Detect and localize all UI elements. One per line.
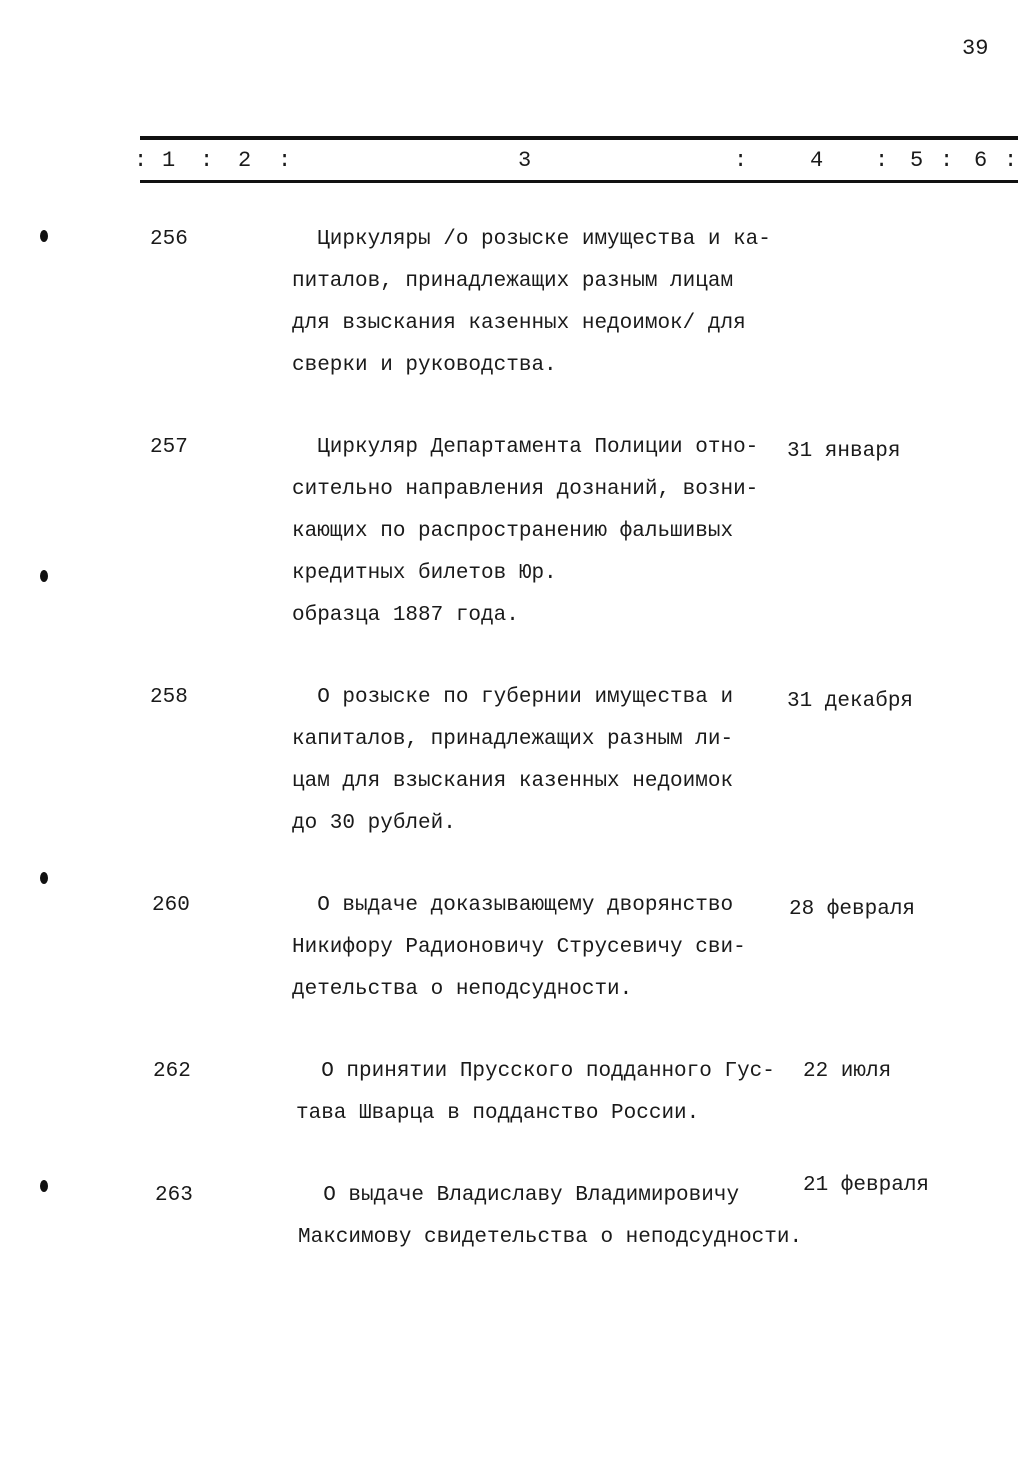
header-top-rule — [140, 136, 1018, 140]
hole-punch-mark — [40, 1180, 48, 1192]
text-line: образца 1887 года. — [292, 604, 519, 627]
entry-date: 31 января — [787, 440, 901, 463]
text-line: О принятии Прусского подданного Гус- — [296, 1060, 775, 1083]
entry-number: 260 — [152, 894, 190, 917]
hole-punch-mark — [40, 570, 48, 582]
text-line: до 30 рублей. — [292, 812, 456, 835]
column-separator: : — [1004, 148, 1018, 173]
text-line: Циркуляры /о розыске имущества и ка- — [292, 228, 771, 251]
column-separator: : — [875, 148, 889, 173]
entry-date: 21 февраля — [803, 1174, 930, 1197]
text-line: тава Шварца в подданство России. — [296, 1102, 700, 1125]
text-line: цам для взыскания казенных недоимок — [292, 770, 734, 793]
entry-title — [298, 1175, 802, 1259]
text-line: О выдаче Владиславу Владимировичу — [298, 1184, 740, 1207]
text-line: кредитных билетов Юр. — [292, 562, 557, 585]
text-line: кающих по распространению фальшивых — [292, 520, 734, 543]
column-header-2: 2 — [238, 148, 252, 173]
text-line: питалов, принадлежащих разным лицам — [292, 270, 734, 293]
text-line: детельства о неподсудности. — [292, 978, 633, 1001]
text-line: Циркуляр Департамента Полиции отно- — [292, 436, 759, 459]
entry-title — [292, 677, 733, 845]
entry-title — [296, 1051, 775, 1135]
text-line: сительно направления дознаний, возни- — [292, 478, 759, 501]
entry-title — [292, 219, 771, 387]
column-header-1: 1 — [162, 148, 176, 173]
text-line: для взыскания казенных недоимок/ для — [292, 312, 746, 335]
entry-date: 31 декабря — [787, 690, 914, 713]
entry-date: 22 июля — [803, 1060, 892, 1083]
text-line: Никифору Радионовичу Струсевичу сви- — [292, 936, 746, 959]
column-header-3: 3 — [518, 148, 532, 173]
hole-punch-mark — [40, 230, 48, 242]
column-header-5: 5 — [910, 148, 924, 173]
column-separator: : — [200, 148, 214, 173]
text-line: О выдаче доказывающему дворянство — [292, 894, 734, 917]
column-separator: : — [134, 148, 148, 173]
column-header — [0, 148, 1024, 178]
page-number: 39 — [962, 36, 989, 61]
entry-number: 258 — [150, 686, 188, 709]
entry-number: 262 — [153, 1060, 191, 1083]
text-line: капиталов, принадлежащих разным ли- — [292, 728, 734, 751]
entry-number: 263 — [155, 1184, 193, 1207]
column-header-6: 6 — [974, 148, 988, 173]
header-bottom-rule — [140, 180, 1018, 183]
entry-title — [292, 427, 758, 637]
column-separator: : — [940, 148, 954, 173]
entry-number: 256 — [150, 228, 188, 251]
entry-title — [292, 885, 746, 1011]
hole-punch-mark — [40, 872, 48, 884]
column-separator: : — [734, 148, 748, 173]
column-separator: : — [278, 148, 292, 173]
entry-number: 257 — [150, 436, 188, 459]
text-line: О розыске по губернии имущества и — [292, 686, 734, 709]
entry-date: 28 февраля — [789, 898, 916, 921]
text-line: сверки и руководства. — [292, 354, 557, 377]
text-line: Максимову свидетельства о неподсудности. — [298, 1226, 803, 1249]
column-header-4: 4 — [810, 148, 824, 173]
